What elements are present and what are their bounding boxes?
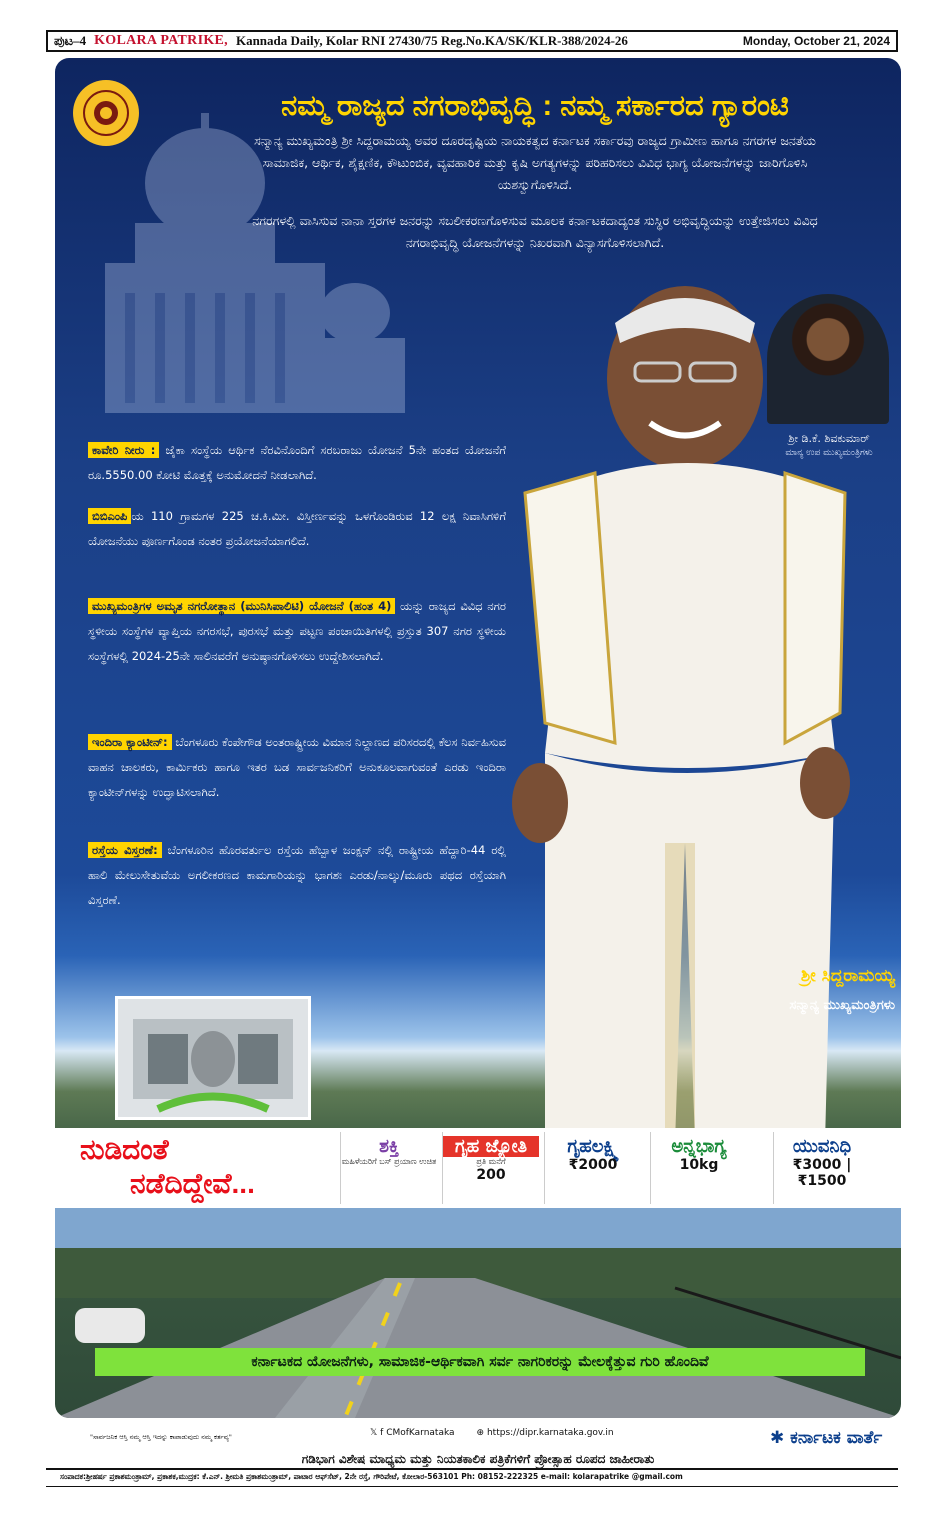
print-line: ಸಂಪಾದಕ:ಶ್ರೀಹರ್ಷ ಪ್ರಕಾಶಮಂತ್ರಾಮ್, ಪ್ರಕಾಶಕ,ಮುದ್ರಕ: ಕೆ.ಎನ್. ಶ್ರೀಮತಿ ಪ್ರಕಾಶಮಂತ್ರಾಮ್, ಪಾಟಾರ ಆಫ್‌ಸೆಟ್, 2ನೇ ರಸ್ತೆ, ಗೌರಿಪೇಟೆ, ಕೋಲಾರ-563101 Ph: 08152-222325 e-mail: kolarapatrike @gmail.com [60,1472,683,1481]
scheme-bbmp [88,504,506,554]
guarantee-title: ಗೃಹಲಕ್ಷ್ಮಿ [567,1136,619,1157]
scheme-tag: ಕಾವೇರಿ ನೀರು : [88,442,159,458]
guarantee-title: ಅನ್ನಭಾಗ್ಯ [671,1136,727,1157]
government-advertisement [55,58,901,1418]
anna-bhagya-scheme-logo [650,1132,747,1204]
karnataka-varthe-logo: ✱ ಕರ್ನಾಟಕ ವಾರ್ತೆ [770,1428,883,1448]
shakti-scheme-logo [340,1132,437,1204]
cm-name: ಶ್ರೀ ಸಿದ್ದರಾಮಯ್ಯ [800,966,895,986]
bottom-banner: ಕರ್ನಾಟಕದ ಯೋಜನೆಗಳು, ಸಾಮಾಜಿಕ-ಆರ್ಥಿಕವಾಗಿ ಸರ್ವ ನಾಗರಿಕರನ್ನು ಮೇಲಕ್ಕೆತ್ತುವ ಗುರಿ ಹೊಂದಿವೆ [95,1348,865,1376]
scheme-amrut-nagarotthana [88,594,506,669]
deputy-cm-role: ಮಾನ್ಯ ಉಪ ಮುಖ್ಯಮಂತ್ರಿಗಳು [785,448,873,458]
slogan-line-1: ನುಡಿದಂತೆ [80,1134,169,1165]
scheme-text: ಬೆಂಗಳೂರಿನ ಹೊರವರ್ತುಲ ರಸ್ತೆಯ ಹೆಬ್ಬಾಳ ಜಂಕ್ಷನ್ ನಲ್ಲಿ ರಾಷ್ಟ್ರೀಯ ಹೆದ್ದಾರಿ-44 ರಲ್ಲಿ ಹಾಲಿ ಮೇಲುಸೇತುವೆಯ ಅಗಲೀಕರಣದ ಕಾಮಗಾರಿಯನ್ನು ಭಾಗಶಃ ಎರಡು/ನಾಲ್ಕು/ಮೂರು ಪಥದ ರಸ್ತೆಯಾಗಿ ವಿಸ್ತರಣೆ. [88,843,506,907]
divider [46,1486,898,1487]
scheme-tag: ಇಂದಿರಾ ಕ್ಯಾಂಟೀನ್: [88,734,172,750]
scheme-text: ಯನ್ನು ರಾಜ್ಯದ ವಿವಿಧ ನಗರ ಸ್ಥಳೀಯ ಸಂಸ್ಥೆಗಳ ವ್ಯಾಪ್ತಿಯ ನಗರಸಭೆ, ಪುರಸಭೆ ಮತ್ತು ಪಟ್ಟಣ ಪಂಚಾಯಿತಿಗಳಲ್ಲಿ ಪ್ರಸ್ತುತ 307 ನಗರ ಸ್ಥಳೀಯ ಸಂಸ್ಥೆಗಳಲ್ಲಿ 2024-25ನೇ ಸಾಲಿನವರೆಗೆ ಅನುಷ್ಠಾನಗೊಳಿಸಲು ಉದ್ದೇಶಿಸಲಾಗಿದೆ. [88,599,506,663]
scheme-text: ಬೆಂಗಳೂರು ಕೆಂಪೇಗೌಡ ಅಂತರಾಷ್ಟ್ರೀಯ ವಿಮಾನ ನಿಲ್ದಾಣದ ಪರಿಸರದಲ್ಲಿ ಕೆಲಸ ನಿರ್ವಹಿಸುವ ವಾಹನ ಚಾಲಕರು, ಕಾರ್ಮಿಕರು ಹಾಗೂ ಇತರ ಬಡ ಸಾರ್ವಜನಿಕರಿಗೆ ಅನುಕೂಲವಾಗುವಂತೆ ಎರಡು ಇಂದಿರಾ ಕ್ಯಾಂಟೀನ್‌ಗಳನ್ನು ಉದ್ಘಾಟಿಸಲಾಗಿದೆ. [88,735,506,799]
newspaper-name: KOLARA PATRIKE, [94,33,228,48]
scheme-text: ಜೈಕಾ ಸಂಸ್ಥೆಯ ಆರ್ಥಿಕ ನೆರವಿನೊಂದಿಗೆ ಸರಬರಾಜು ಯೋಜನೆ 5ನೇ ಹಂತದ ಯೋಜನೆಗೆ ರೂ.5550.00 ಕೋಟಿ ಮೊತ್ತಕ್ಕೆ ಅನುಮೋದನೆ ನೀಡಲಾಗಿದೆ. [88,443,506,482]
scheme-indira-canteen [88,730,506,805]
guarantee-subtitle: ಪ್ರತಿ ಮನೆಗೆ [476,1157,506,1166]
scheme-tag: ಬಿಬಿಎಂಪಿ [88,508,131,524]
gruha-jyothi-scheme-logo [442,1132,539,1204]
scheme-road-widening [88,838,506,913]
canteen-building-illustration [118,999,308,1117]
social-links [370,1428,614,1438]
guarantee-title: ಯುವನಿಧಿ [792,1136,852,1157]
social-handle[interactable]: 𝕏 f CMofKarnataka [370,1428,455,1438]
cm-role: ಸನ್ಮಾನ್ಯ ಮುಖ್ಯಮಂತ್ರಿಗಳು [789,998,895,1013]
guarantee-value: 10kg [679,1157,719,1173]
scheme-text: ಯ 110 ಗ್ರಾಮಗಳ 225 ಚ.ಕಿ.ಮೀ. ವಿಸ್ತೀರ್ಣವನ್ನು ಒಳಗೊಂಡಿರುವ 12 ಲಕ್ಷ ನಿವಾಸಿಗಳಿಗೆ ಯೋಜನೆಯು ಪೂರ್ಣಗೊಂಡ ನಂತರ ಪ್ರಯೋಜನೆಯಾಗಲಿದೆ. [88,509,506,548]
scheme-cauvery-water [88,438,506,488]
karnataka-emblem-logo [73,80,139,146]
ad-disclaimer: ಗಡಿಭಾಗ ವಿಶೇಷ ಮಾಧ್ಯಮ ಮತ್ತು ನಿಯತಕಾಲಿಕ ಪತ್ರಿಕೆಗಳಿಗೆ ಪ್ರೋತ್ಸಾಹ ರೂಪದ ಜಾಹೀರಾತು [301,1452,655,1466]
ad-headline: ನಮ್ಮ ರಾಜ್ಯದ ನಗರಾಭಿವೃದ್ಧಿ : ನಮ್ಮ ಸರ್ಕಾರದ ಗ್ಯಾರಂಟಿ [281,90,789,122]
website-link[interactable]: ⊕ https://dipr.karnataka.gov.in [476,1428,614,1438]
quote-text: "ಸಾರ್ವಜನಿಕ ಆಸ್ತಿ ನಮ್ಮ ಆಸ್ತಿ ಇದನ್ನು ಕಾಪಾಡುವುದು ನಮ್ಮ ಕರ್ತವ್ಯ" [90,1433,232,1441]
guarantee-value: ₹3000 | ₹1500 [792,1157,852,1189]
footer-quote [90,1433,260,1442]
scheme-tag: ರಸ್ತೆಯ ವಿಸ್ತರಣೆ: [88,842,162,858]
guarantee-title: ಶಕ್ತಿ [379,1136,399,1157]
guarantee-value: ₹2000 [568,1157,618,1173]
scheme-tag: ಮುಖ್ಯಮಂತ್ರಿಗಳ ಅಮೃತ ನಗರೋತ್ಥಾನ (ಮುನಿಸಿಪಾಲಿಟಿ) ಯೋಜನೆ (ಹಂತ 4) [88,598,395,614]
guarantee-title: ಗೃಹ ಜ್ಯೋತಿ [443,1136,539,1157]
emblem-icon [81,88,131,138]
newspaper-details: Kannada Daily, Kolar RNI 27430/75 Reg.No.KA/SK/KLR-388/2024-26 [235,33,628,48]
page-number: ಪುಟ–4 [54,33,87,48]
guarantee-subtitle: ಮಹಿಳೆಯರಿಗೆ ಬಸ್ ಪ್ರಯಾಣ ಉಚಿತ [341,1157,437,1166]
intro-paragraph-1: ಸನ್ಮಾನ್ಯ ಮುಖ್ಯಮಂತ್ರಿ ಶ್ರೀ ಸಿದ್ದರಾಮಯ್ಯ ಅವರ ದೂರದೃಷ್ಟಿಯ ನಾಯಕತ್ವದ ಕರ್ನಾಟಕ ಸರ್ಕಾರವು ರಾಜ್ಯದ ಗ್ರಾಮೀಣ ಹಾಗೂ ನಗರಗಳ ಜನತೆಯ ಸಾಮಾಜಿಕ, ಆರ್ಥಿಕ, ಶೈಕ್ಷಣಿಕ, ಕೌಟುಂಬಿಕ, ವ್ಯವಹಾರಿಕ ಮತ್ತು ಕೃಷಿ ಅಗತ್ಯಗಳನ್ನು ಪರಿಹರಿಸಲು ವಿವಿಧ ಭಾಗ್ಯ ಯೋಜನೆಗಳನ್ನು ಜಾರಿಗೊಳಿಸಿ ಯಶಸ್ವುಗೊಳಿಸಿದೆ. [254,133,816,192]
masthead [46,30,898,52]
facebook-icon: f [380,1428,384,1438]
globe-icon: ⊕ [476,1428,485,1438]
guarantee-value: 200 [476,1167,506,1183]
varthe-icon: ✱ [770,1428,785,1448]
yuva-nidhi-scheme-logo [773,1132,870,1204]
indira-canteen-photo [115,996,311,1120]
chief-minister-figure [485,283,865,1163]
x-icon: 𝕏 [370,1428,378,1438]
slogan-line-2: ನಡೆದಿದ್ದೇವೆ... [130,1168,255,1199]
divider [46,1468,898,1470]
issue-date: Monday, October 21, 2024 [742,34,890,48]
guarantee-schemes-strip [55,1128,901,1208]
intro-paragraph-2: ನಗರಗಳಲ್ಲಿ ವಾಸಿಸುವ ನಾನಾ ಸ್ತರಗಳ ಜನರನ್ನು ಸಬಲೀಕರಣಗೊಳಿಸುವ ಮೂಲಕ ಕರ್ನಾಟಕದಾದ್ಯಂತ ಸುಸ್ಥಿರ ಅಭಿವೃದ್ಧಿಯನ್ನು ಉತ್ತೇಜಿಸಲು ವಿವಿಧ ನಗರಾಭಿವೃದ್ಧಿ ಯೋಜನೆಗಳನ್ನು ನಿಖರವಾಗಿ ವಿನ್ಯಾಸಗೊಳಿಸಲಾಗಿದೆ. [252,213,818,250]
road-photo [55,1208,901,1418]
gruha-lakshmi-scheme-logo [544,1132,641,1204]
deputy-cm-name: ಶ್ರೀ ಡಿ.ಕೆ. ಶಿವಕುಮಾರ್ [788,432,870,445]
